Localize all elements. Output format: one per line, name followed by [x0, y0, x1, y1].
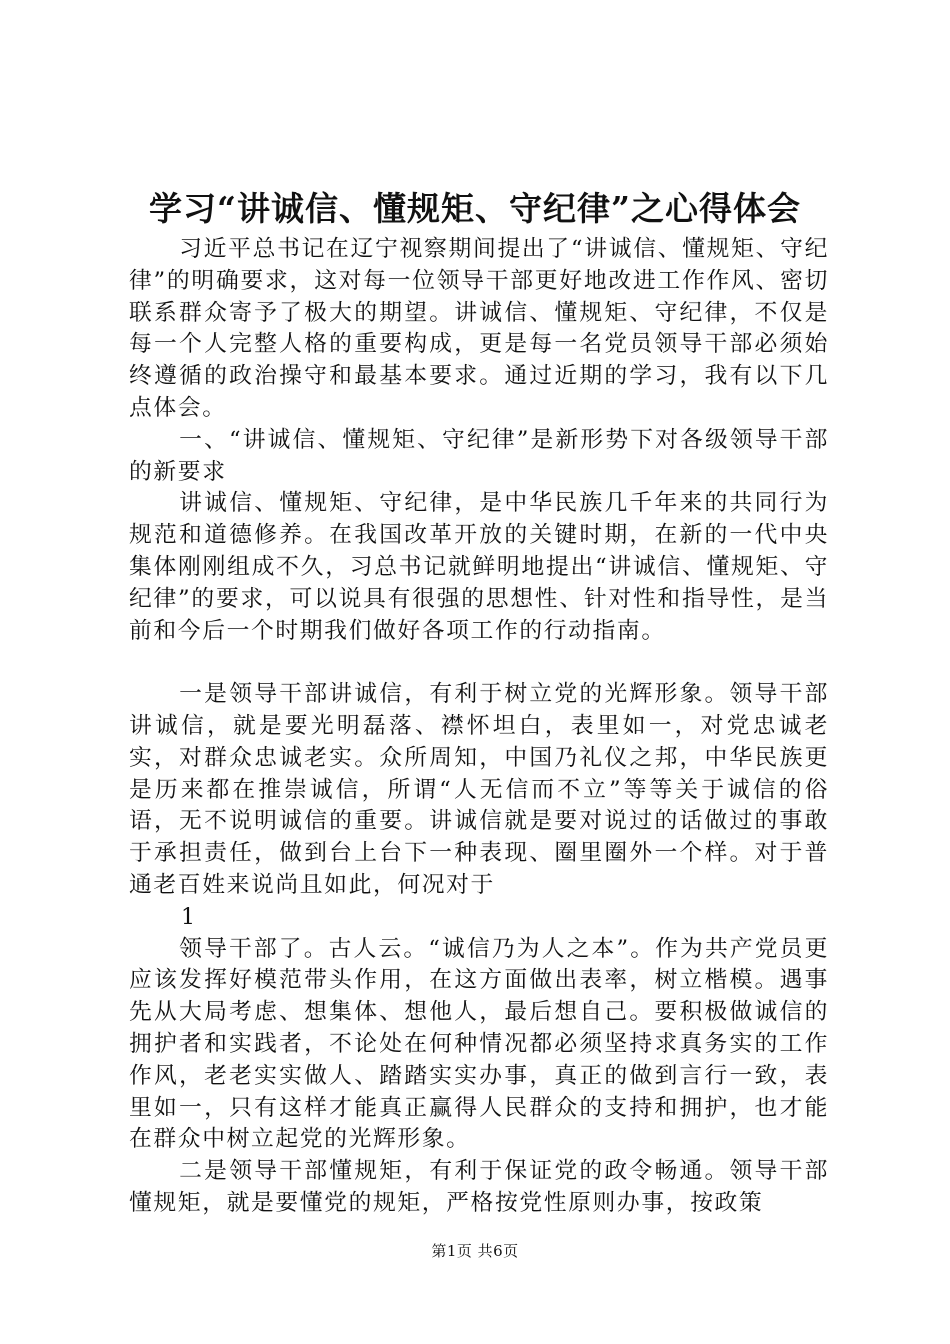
body-paragraph-rules: 二是领导干部懂规矩，有利于保证党的政令畅通。领导干部懂规矩，就是要懂党的规矩，严格按党性原则办事，按政策 — [129, 1158, 829, 1216]
page-footer: 第1页 共6页 — [431, 1242, 519, 1260]
inline-page-marker: 1 — [181, 904, 195, 930]
document-title: 学习“讲诚信、懂规矩、守纪律”之心得体会 — [149, 189, 801, 228]
body-paragraph-integrity: 一是领导干部讲诚信，有利于树立党的光辉形象。领导干部讲诚信，就是要光明磊落、襟怀坦白，表里如一，对党忠诚老实，对群众忠诚老实。众所周知，中国乃礼仪之邦，中华民族更是历来都在推崇诚信，所谓“人无信而不立”等等关于诚信的俗语，无不说明诚信的重要。讲诚信就是要对说过的话做过的事敢于承担责任，做到台上台下一种表现、圈里圈外一个样。对于普通老百姓来说尚且如此，何况对于 — [129, 681, 829, 898]
paragraph-spacer — [129, 647, 829, 679]
body-paragraph-integrity-continued: 领导干部了。古人云。“诚信乃为人之本”。作为共产党员更应该发挥好模范带头作用，在这方面做出表率，树立楷模。遇事先从大局考虑、想集体、想他人，最后想自己。要积极做诚信的拥护者和实践者，不论处在何种情况都必须坚持求真务实的工作作风，老老实实做人、踏踏实实办事，真正的做到言行一致，表里如一，只有这样才能真正赢得人民群众的支持和拥护，也才能在群众中树立起党的光辉形象。 — [129, 935, 829, 1153]
document-body — [129, 234, 829, 1220]
body-paragraph-requirements: 讲诚信、懂规矩、守纪律，是中华民族几千年来的共同行为规范和道德修养。在我国改革开放的关键时期，在新的一代中央集体刚刚组成不久，习总书记就鲜明地提出“讲诚信、懂规矩、守纪律”的要求，可以说具有很强的思想性、针对性和指导性，是当前和今后一个时期我们做好各项工作的行动指南。 — [129, 490, 829, 644]
body-paragraph-intro: 习近平总书记在辽宁视察期间提出了“讲诚信、懂规矩、守纪律”的明确要求，这对每一位领导干部更好地改进工作作风、密切联系群众寄予了极大的期望。讲诚信、懂规矩、守纪律，不仅是每一个人完整人格的重要构成，更是每一名党员领导干部必须始终遵循的政治操守和最基本要求。通过近期的学习，我有以下几点体会。 — [129, 236, 829, 421]
section-heading-1: 一、“讲诚信、懂规矩、守纪律”是新形势下对各级领导干部的新要求 — [129, 426, 829, 485]
